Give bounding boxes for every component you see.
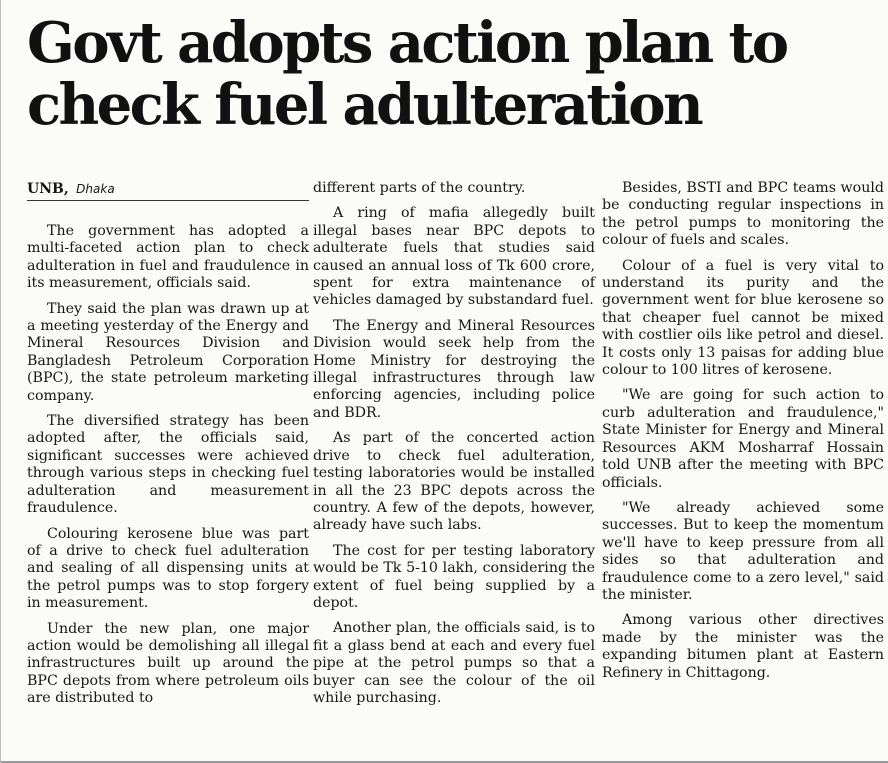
paragraph: The government has adopted a multi-faceted action plan to check adulteration in fuel and fraudulence in its measurement, officials said. xyxy=(27,223,309,292)
headline xyxy=(27,12,877,136)
paragraph: The cost for per testing laboratory would be Tk 5-10 lakh, considering the extent of fuel being supplied by a depot. xyxy=(313,542,595,611)
article-column-3 xyxy=(602,180,884,682)
byline-agency: UNB, xyxy=(27,181,69,197)
headline-line-1: Govt adopts action plan to xyxy=(27,10,787,76)
paragraph: Besides, BSTI and BPC teams would be conducting regular inspections in the petrol pumps to monitoring the colour of fuels and scales. xyxy=(602,180,884,249)
paragraph: A ring of mafia allegedly built illegal bases near BPC depots to adulterate fuels that studies said caused an annual loss of Tk 600 crore, spent for extra maintenance of vehicles damaged by substandard fuel. xyxy=(313,205,595,309)
paragraph: "We are going for such action to curb adulteration and fraudulence," State Minister for Energy and Mineral Resources AKM Mosharraf Hossain told UNB after the meeting with BPC officials. xyxy=(602,387,884,491)
paragraph: Among various other directives made by the minister was the expanding bitumen plant at Eastern Refinery in Chittagong. xyxy=(602,612,884,681)
paragraph: They said the plan was drawn up at a meeting yesterday of the Energy and Mineral Resources Division and Bangladesh Petroleum Corporation (BPC), the state petroleum marketing company. xyxy=(27,300,309,404)
paragraph: Colour of a fuel is very vital to understand its purity and the government went for blue kerosene so that cheaper fuel cannot be mixed with costlier oils like petrol and diesel. It costs only 13 paisas for adding blue colour to 100 litres of kerosene. xyxy=(602,257,884,379)
paragraph: The diversified strategy has been adopted after, the officials said, significant successes were achieved through various steps in checking fuel adulteration and measurement fraudulence. xyxy=(27,413,309,517)
paragraph: Another plan, the officials said, is to fit a glass bend at each and every fuel pipe at the petrol pumps so that a buyer can see the colour of the oil while purchasing. xyxy=(313,620,595,706)
paragraph: "We already achieved some successes. But to keep the momentum we'll have to keep pressure from all sides so that adulteration and fraudulence come to a zero level," said the minister. xyxy=(602,499,884,603)
headline-line-2: check fuel adulteration xyxy=(27,72,702,138)
paragraph: As part of the concerted action drive to check fuel adulteration, testing laboratories would be installed in all the 23 BPC depots across the country. A few of the depots, however, already have such labs. xyxy=(313,430,595,534)
article-column-1 xyxy=(27,180,309,708)
byline-place: Dhaka xyxy=(76,182,115,196)
paragraph: Under the new plan, one major action would be demolishing all illegal infrastructures built up around the BPC depots from where petroleum oils are distributed to xyxy=(27,620,309,707)
paragraph: The Energy and Mineral Resources Division would seek help from the Home Ministry for destroying the illegal infrastructures through law enforcing agencies, including police and BDR. xyxy=(313,317,595,421)
paragraph-continued: different parts of the country. xyxy=(313,180,526,196)
paragraph: Colouring kerosene blue was part of a drive to check fuel adulteration and sealing of all dispensing units at the petrol pumps was to stop forgery in measurement. xyxy=(27,525,309,612)
article-column-2 xyxy=(313,180,595,707)
byline xyxy=(27,180,309,201)
